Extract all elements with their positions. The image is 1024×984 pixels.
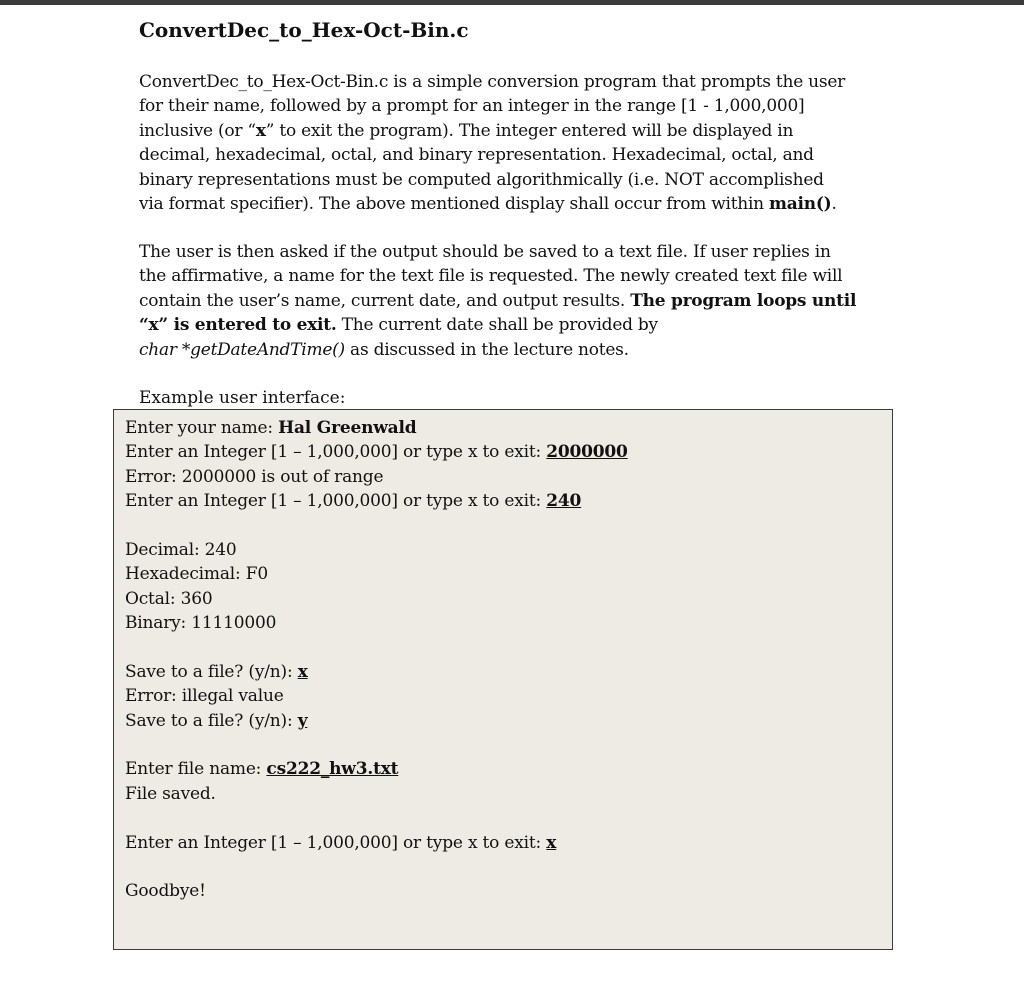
console-line xyxy=(125,709,628,733)
console-output xyxy=(125,416,628,904)
blank-line xyxy=(125,514,628,538)
text-run: inclusive (or “ xyxy=(139,120,256,141)
integer-prompt: Enter an Integer [1 – 1,000,000] or type x to exit: xyxy=(125,442,547,463)
name-value: Hal Greenwald xyxy=(278,418,417,438)
top-border-rule xyxy=(0,0,1024,5)
console-line: Goodbye! xyxy=(125,881,206,902)
paragraph-line: ConvertDec_to_Hex-Oct-Bin.c is a simple conversion program that prompts the user xyxy=(139,72,846,92)
text-run: . xyxy=(831,193,837,214)
requirements-paragraph xyxy=(139,240,899,362)
text-run: contain the user’s name, current date, and output results. xyxy=(139,290,631,311)
paragraph-line: for their name, followed by a prompt for an integer in the range [1 - 1,000,000] xyxy=(139,96,805,117)
integer-prompt: Enter an Integer [1 – 1,000,000] or type x to exit: xyxy=(125,832,547,853)
save-prompt: Save to a file? (y/n): xyxy=(125,661,298,682)
console-line xyxy=(125,660,628,684)
paragraph-line xyxy=(139,289,899,313)
paragraph-line: binary representations must be computed algorithmically (i.e. NOT accomplished xyxy=(139,169,824,190)
document-title: ConvertDec_to_Hex-Oct-Bin.c xyxy=(139,18,469,42)
blank-line xyxy=(125,806,628,830)
description-paragraph xyxy=(139,70,899,216)
console-line xyxy=(125,831,628,855)
paragraph-line: decimal, hexadecimal, octal, and binary representation. Hexadecimal, octal, and xyxy=(139,145,814,166)
paragraph-line xyxy=(139,338,899,362)
user-input: 240 xyxy=(546,491,582,512)
console-line: File saved. xyxy=(125,783,216,804)
blank-line xyxy=(125,733,628,757)
example-label: Example user interface: xyxy=(139,388,346,408)
user-input: cs222_hw3.txt xyxy=(266,759,399,780)
text-run: as discussed in the lecture notes. xyxy=(344,339,629,360)
console-line xyxy=(125,440,628,464)
paragraph-line: the affirmative, a name for the text file is requested. The newly created text file will xyxy=(139,266,843,287)
name-prompt: Enter your name: xyxy=(125,418,279,438)
exit-emphasis: “x” is entered to exit. xyxy=(139,315,337,336)
console-line xyxy=(125,416,628,440)
paragraph-line xyxy=(139,192,899,216)
user-input: x xyxy=(546,832,557,853)
console-line: Hexadecimal: F0 xyxy=(125,564,268,585)
main-function-name: main() xyxy=(769,193,832,214)
console-line xyxy=(125,489,628,513)
function-signature: char *getDateAndTime() xyxy=(139,339,345,360)
paragraph-line xyxy=(139,313,899,337)
example-console-box xyxy=(113,409,893,950)
text-run: ” to exit the program). The integer entered will be displayed in xyxy=(265,120,794,141)
console-line xyxy=(125,757,628,781)
paragraph-line: The user is then asked if the output should be saved to a text file. If user replies in xyxy=(139,242,831,262)
user-input: 2000000 xyxy=(546,442,628,463)
console-line: Octal: 360 xyxy=(125,588,213,609)
console-line: Error: illegal value xyxy=(125,686,284,707)
save-prompt: Save to a file? (y/n): xyxy=(125,710,298,731)
text-run: The current date shall be provided by xyxy=(336,315,658,336)
blank-line xyxy=(125,636,628,660)
bold-x: x xyxy=(255,120,266,141)
integer-prompt: Enter an Integer [1 – 1,000,000] or type x to exit: xyxy=(125,491,547,512)
loop-emphasis: The program loops until xyxy=(630,290,857,311)
text-run: via format specifier). The above mentioned display shall occur from within xyxy=(139,193,770,214)
console-line: Decimal: 240 xyxy=(125,539,237,560)
user-input: x xyxy=(297,661,308,682)
file-prompt: Enter file name: xyxy=(125,759,267,780)
paragraph-line xyxy=(139,119,899,143)
blank-line xyxy=(125,855,628,879)
user-input: y xyxy=(297,710,308,731)
console-line: Binary: 11110000 xyxy=(125,613,277,634)
console-line: Error: 2000000 is out of range xyxy=(125,466,384,487)
